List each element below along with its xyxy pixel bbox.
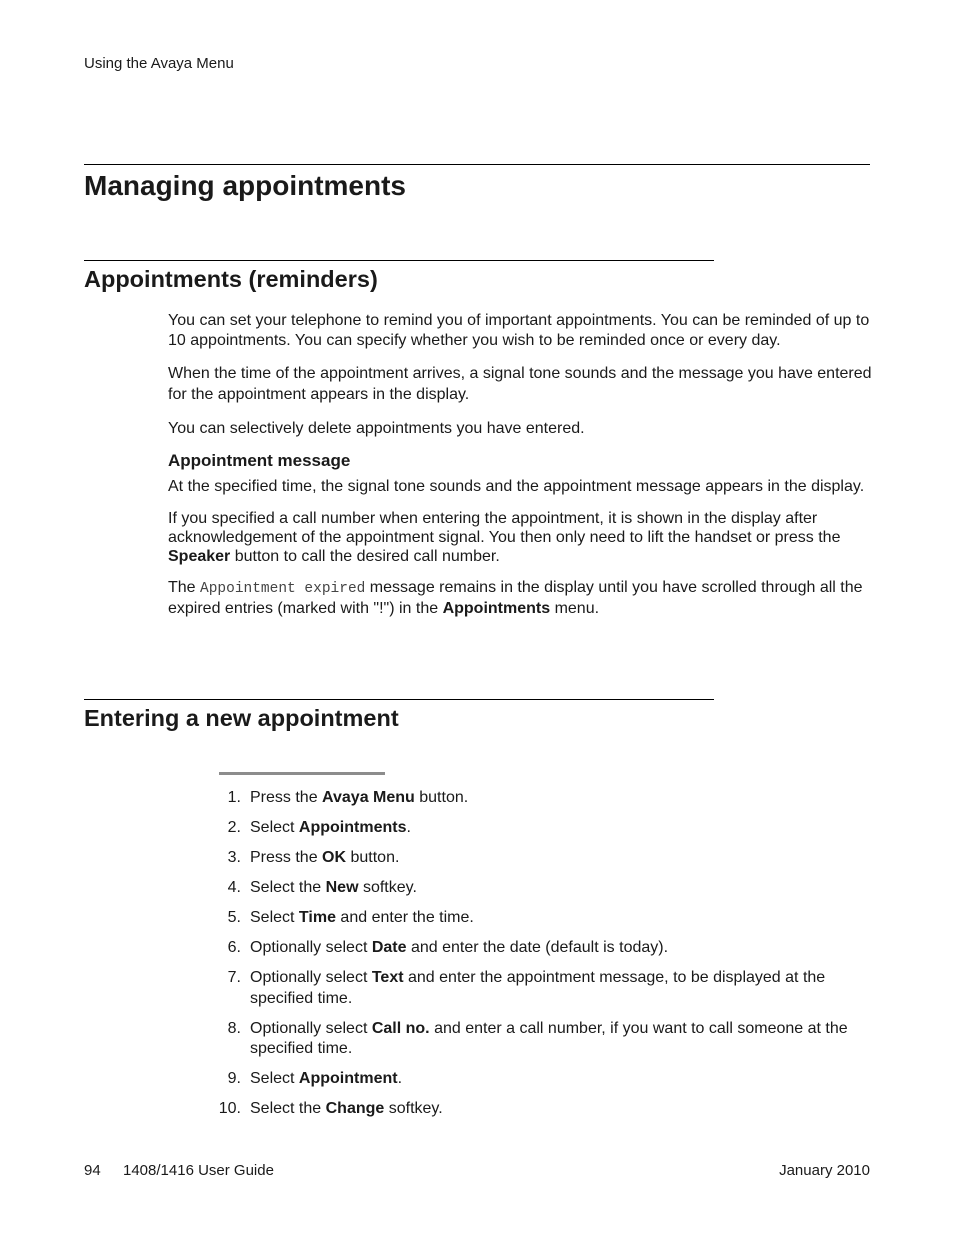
step-text: Press the <box>250 789 323 806</box>
step-keyword: Time <box>298 909 336 926</box>
step-keyword: Appointment <box>298 1070 398 1087</box>
step-number: 1. <box>227 789 241 806</box>
step-text-tail: button. <box>346 849 400 866</box>
step-item <box>168 878 873 899</box>
step-number: 8. <box>227 1019 241 1037</box>
step-item <box>168 1069 873 1090</box>
step-text-tail: and enter the appointment message, to be displayed at the specified time. <box>250 969 826 1007</box>
step-item <box>168 908 873 929</box>
step-text: Optionally select <box>250 1019 372 1037</box>
step-item <box>168 938 873 959</box>
step-keyword: OK <box>322 849 347 866</box>
p6-text-d: menu. <box>550 600 600 617</box>
step-item <box>168 1099 873 1120</box>
p5-text-c: button to call the desired call number. <box>230 547 500 565</box>
footer-guide-name: 1408/1416 User Guide <box>123 1162 274 1179</box>
running-header: Using the Avaya Menu <box>84 55 234 72</box>
procedure-steps <box>168 788 873 1120</box>
page-title: Managing appointments <box>84 170 406 201</box>
step-text: Press the <box>250 849 323 866</box>
paragraph-1: You can set your telephone to remind you of important appointments. You can be reminded of up to 10 appointments. You can specify whether you wish to be reminded once or every day. <box>168 312 870 349</box>
step-text-tail: . <box>406 819 411 836</box>
step-text: Select <box>250 909 299 926</box>
section2-rule <box>84 699 714 700</box>
step-number: 3. <box>227 849 241 866</box>
subheading-appointment-message: Appointment message <box>168 450 351 470</box>
p6-text-b: message remains in the display until you have scrolled through all the expired entries (marked with "!") in the <box>168 578 863 617</box>
footer-date: January 2010 <box>779 1162 870 1179</box>
step-item <box>168 788 873 809</box>
section1-rule <box>84 260 714 261</box>
step-text: Select <box>250 819 299 836</box>
step-text: Select the <box>250 1100 326 1117</box>
step-keyword: New <box>325 879 359 896</box>
step-text: Select <box>250 1070 299 1087</box>
step-text-tail: softkey. <box>384 1100 443 1117</box>
p5-text-a: If you specified a call number when entering the appointment, it is shown in the display after acknowledgement of the appointment signal. You then only need to lift the handset or press the <box>168 509 841 546</box>
p5-bold: Speaker <box>168 547 231 565</box>
title-rule <box>84 164 870 165</box>
step-number: 2. <box>227 819 241 836</box>
step-keyword: Change <box>325 1100 385 1117</box>
step-text: Optionally select <box>250 939 372 956</box>
step-text: Select the <box>250 879 326 896</box>
step-text-tail: button. <box>414 789 469 806</box>
procedure-bar <box>219 772 385 775</box>
step-item <box>168 968 873 1009</box>
step-text-tail: . <box>397 1070 403 1087</box>
section1-body <box>168 311 873 619</box>
paragraph-4: At the specified time, the signal tone sounds and the appointment message appears in the display. <box>168 478 865 495</box>
footer-page-number: 94 <box>84 1162 101 1179</box>
paragraph-5 <box>168 509 873 566</box>
section2-heading: Entering a new appointment <box>84 705 399 731</box>
step-number: 7. <box>227 969 241 986</box>
step-item <box>168 848 873 869</box>
step-item <box>168 818 873 839</box>
step-number: 6. <box>227 939 241 956</box>
paragraph-6 <box>168 578 873 619</box>
step-text-tail: and enter the time. <box>335 909 474 926</box>
step-text-tail: softkey. <box>358 879 417 896</box>
step-keyword: Avaya Menu <box>322 789 415 806</box>
step-keyword: Text <box>371 969 404 986</box>
step-number: 9. <box>227 1070 241 1087</box>
p6-text-a: The <box>168 578 201 596</box>
paragraph-3: You can selectively delete appointments you have entered. <box>168 420 585 437</box>
step-item <box>168 1019 873 1060</box>
step-number: 5. <box>227 909 241 926</box>
p6-bold: Appointments <box>442 600 551 617</box>
step-number: 4. <box>227 879 241 896</box>
step-text: Optionally select <box>250 969 372 986</box>
section1-heading: Appointments (reminders) <box>84 266 378 292</box>
step-text-tail: and enter the date (default is today). <box>406 939 669 956</box>
paragraph-2: When the time of the appointment arrives, a signal tone sounds and the message you have entered for the appointment appears in the display. <box>168 365 872 403</box>
step-keyword: Call no. <box>371 1019 430 1037</box>
step-text-tail: and enter a call number, if you want to call someone at the specified time. <box>250 1019 848 1057</box>
p6-mono: Appointment expired <box>200 580 366 597</box>
step-keyword: Date <box>371 939 407 956</box>
step-keyword: Appointments <box>298 819 407 836</box>
step-number: 10. <box>218 1100 241 1117</box>
